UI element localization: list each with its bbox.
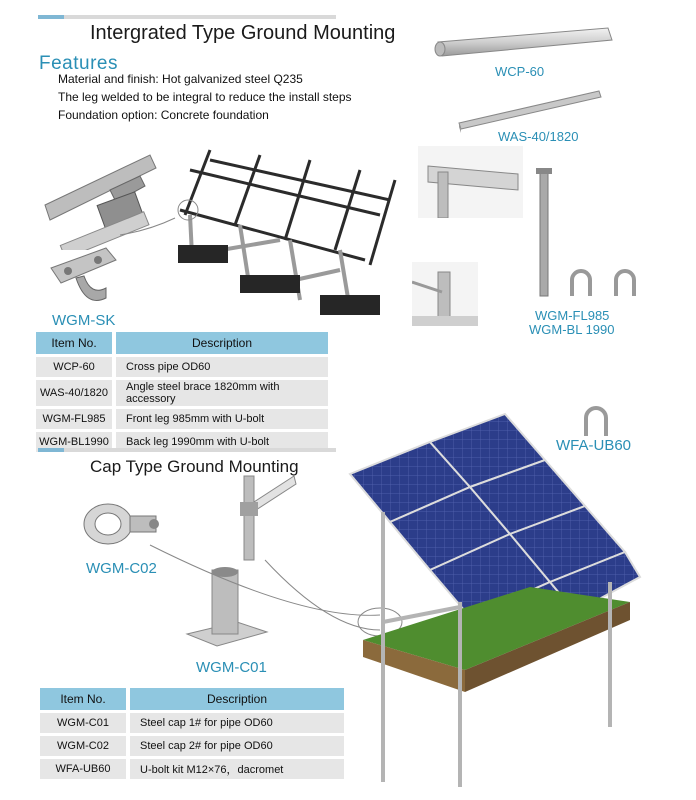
section-title: Cap Type Ground Mounting (90, 457, 299, 476)
col-description: Description (116, 332, 328, 354)
label-was: WAS-40/1820 (498, 129, 579, 144)
table-header-row (40, 688, 344, 710)
label-c02: WGM-C02 (86, 560, 157, 577)
label-bl: WGM-BL 1990 (529, 322, 615, 337)
col-item: Item No. (40, 688, 126, 710)
features-heading: Features (39, 53, 118, 74)
label-fl: WGM-FL985 (535, 308, 610, 323)
col-description: Description (130, 688, 344, 710)
spec-table-2 (40, 685, 344, 782)
table-row: WFA-UB60 U-bolt kit M12×76，dacromet (40, 759, 344, 779)
table-row: WGM-FL985 Front leg 985mm with U-bolt (36, 409, 328, 429)
table-row: WGM-C01 Steel cap 1# for pipe OD60 (40, 713, 344, 733)
solar-array-image (345, 412, 645, 792)
feature-line: Foundation option: Concrete foundation (58, 108, 269, 122)
feature-line: Material and finish: Hot galvanized steel Q235 (58, 72, 303, 86)
page-title: Intergrated Type Ground Mounting (90, 22, 396, 44)
table-row: WGM-C02 Steel cap 2# for pipe OD60 (40, 736, 344, 756)
label-wcp: WCP-60 (495, 64, 545, 79)
label-ub: WFA-UB60 (556, 437, 632, 454)
feature-line: The leg welded to be integral to reduce the install steps (58, 90, 352, 104)
table-row: WAS-40/1820 Angle steel brace 1820mm with accessory (36, 380, 328, 406)
label-c01: WGM-C01 (196, 659, 267, 676)
table-row: WGM-BL1990 Back leg 1990mm with U-bolt (36, 432, 328, 452)
col-item: Item No. (36, 332, 112, 354)
label-sk: WGM-SK (52, 312, 116, 329)
table-row: WCP-60 Cross pipe OD60 (36, 357, 328, 377)
